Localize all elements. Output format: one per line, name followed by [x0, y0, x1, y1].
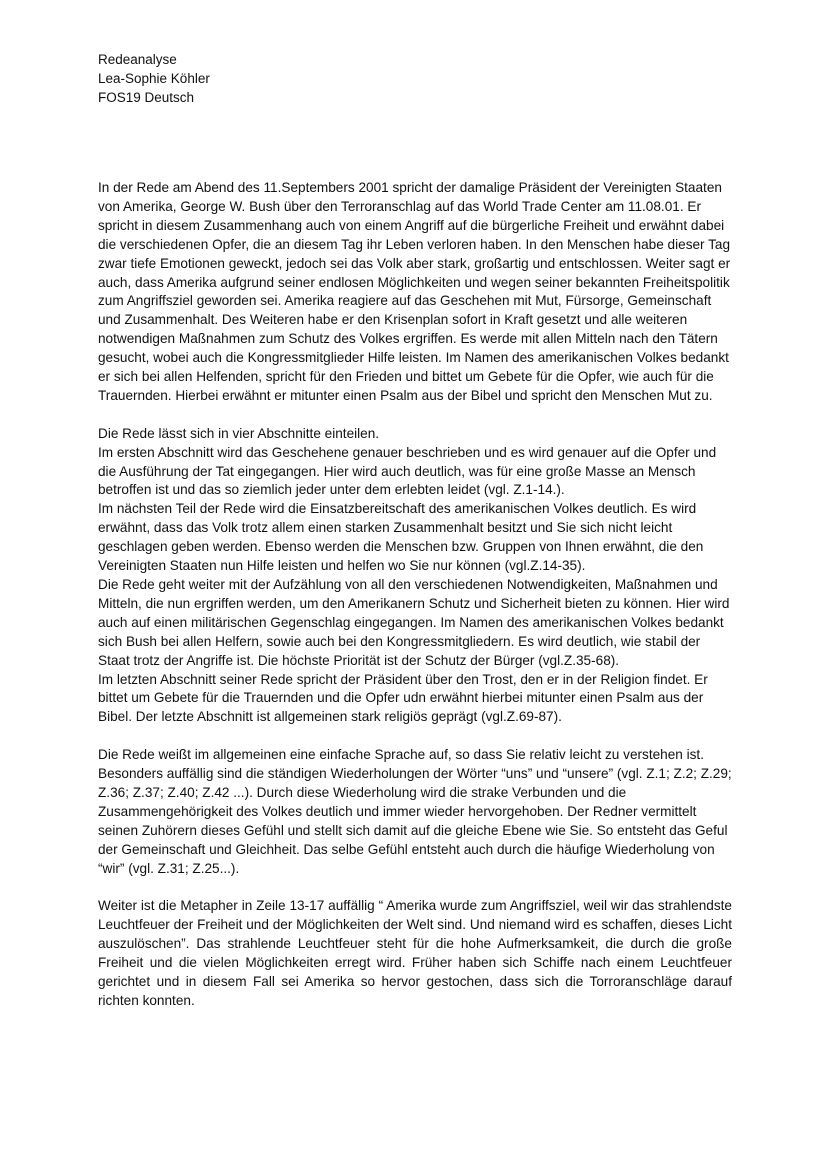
paragraph-metaphor: [98, 897, 732, 1010]
paragraph-summary: [98, 179, 732, 406]
paragraph-text: Die Rede weißt im allgemeinen eine einfache Sprache auf, so dass Sie relativ leicht zu verstehen ist. Besonders auffällig sind die ständigen Wiederholungen der Wörter “uns” und “unsere” (vgl. Z.1; Z.2; Z.29; Z.36; Z.37; Z.40; Z.42 ...). Durch diese Wiederholung wird die strake Verbunden und die Zusammengehörigkeit des Volkes deutlich und immer wieder hervorgehoben. Der Redner vermittelt seinen Zuhörern dieses Gefühl und stellt sich damit auf die gleiche Ebene wie Sie. So entsteht das Geful der Gemeinschaft und Gleichheit. Das selbe Gefühl entsteht auch durch die häufige Wiederholung von “wir” (vgl. Z.31; Z.25...).: [98, 747, 732, 876]
document-body: [98, 179, 732, 1030]
paragraph-text: Die Rede lässt sich in vier Abschnitte einteilen.: [98, 425, 380, 441]
author-name: Lea-Sophie Köhler: [98, 71, 210, 86]
paragraph-text: Im letzten Abschnitt seiner Rede spricht der Präsident über den Trost, den er in der Religion findet. Er bittet um Gebete für die Trauernden und die Opfer udn erwähnt hierbei mitunter einen Psalm aus der Bibel. Der letzte Abschnitt ist allgemeinen stark religiös geprägt (vgl.Z.69-87).: [98, 671, 708, 725]
paragraph-text: Im ersten Abschnitt wird das Geschehene genauer beschrieben und es wird genauer auf die Opfer und die Ausführung der Tat eingegangen. Hier wird auch deutlich, was für eine große Masse an Mensch betroffen ist und das so ziemlich jeder unter dem erlebten leidet (vgl. Z.1-14.).: [98, 444, 717, 498]
document-title: Redeanalyse: [98, 52, 177, 67]
paragraph-text: In der Rede am Abend des 11.Septembers 2001 spricht der damalige Präsident der Vereinigten Staaten von Amerika, George W. Bush über den Terroranschlag auf das World Trade Center am 11.08.01. Er spricht in diesem Zusammenhang auch von einem Angriff auf die bürgerliche Freiheit und erwähnt dabei die verschiedenen Opfer, die an diesem Tag ihr Leben verloren haben. In den Menschen habe dieser Tag zwar tiefe Emotionen geweckt, jedoch sei das Volk aber stark, großartig und entschlossen. Weiter sagt er auch, dass Amerika aufgrund seiner endlosen Möglichkeiten und wegen seiner bekannten Freiheitspolitik zum Angriffsziel geworden sei. Amerika reagiere auf das Geschehen mit Mut, Fürsorge, Gemeinschaft und Zusammenhalt. Des Weiteren habe er den Krisenplan sofort in Kraft gesetzt und alle weiteren notwendigen Maßnahmen zum Schutz des Volkes ergriffen. Es werde mit allen Mitteln nach den Tätern gesucht, wobei auch die Kongressmitglieder Hilfe leisten. Im Namen des amerikanischen Volkes bedankt er sich bei allen Helfenden, spricht für den Frieden und bittet um Gebete für die Opfer, wie auch für die Trauernden. Hierbei erwähnt er mitunter einen Psalm aus der Bibel und spricht den Menschen Mut zu.: [98, 180, 731, 403]
course-name: FOS19 Deutsch: [98, 90, 195, 105]
paragraph-text: Im nächsten Teil der Rede wird die Einsatzbereitschaft des amerikanischen Volkes deutlich. Es wird erwähnt, dass das Volk trotz allem einen starken Zusammenhalt besitzt und Sie sich nicht leicht geschlagen geben werden. Ebenso werden die Menschen bzw. Gruppen von Ihnen erwähnt, die den Vereinigten Staaten nun Hilfe leisten und helfen wo Sie nur können (vgl.Z.14-35).: [98, 501, 704, 574]
paragraph-text: Die Rede geht weiter mit der Aufzählung von all den verschiedenen Notwendigkeiten, Maßnahmen und Mitteln, die nun ergriffen werden, um den Amerikanern Schutz und Sicherheit bieten zu können. Hier wird auch auf einen militärischen Gegenschlag eingegangen. Im Namen des amerikanischen Volkes bedankt sich Bush bei allen Helfern, sowie auch bei den Kongressmitgliedern. Es wird deutlich, wie stabil der Staat trotz der Angriffe ist. Die höchste Priorität ist der Schutz der Bürger (vgl.Z.35-68).: [98, 577, 730, 668]
document-header: [98, 50, 210, 107]
paragraph-language: [98, 746, 732, 878]
paragraph-structure: [98, 425, 732, 728]
paragraph-text: Weiter ist die Metapher in Zeile 13-17 auffällig “ Amerika wurde zum Angriffsziel, weil wir das strahlendste Leuchtfeuer der Freiheit und der Möglichkeiten der Welt sind. Und niemand wird es schaffen, dieses Licht auszulöschen”. Das strahlende Leuchtfeuer steht für die hohe Aufmerksamkeit, die durch die große Freiheit und die vielen Möglichkeiten erregt wird. Früher haben sich Schiffe nach einem Leuchtfeuer gerichtet und in diesem Fall sei Amerika so hervor gestochen, dass sich die Torroranschläge darauf richten konnten.: [98, 898, 732, 1008]
